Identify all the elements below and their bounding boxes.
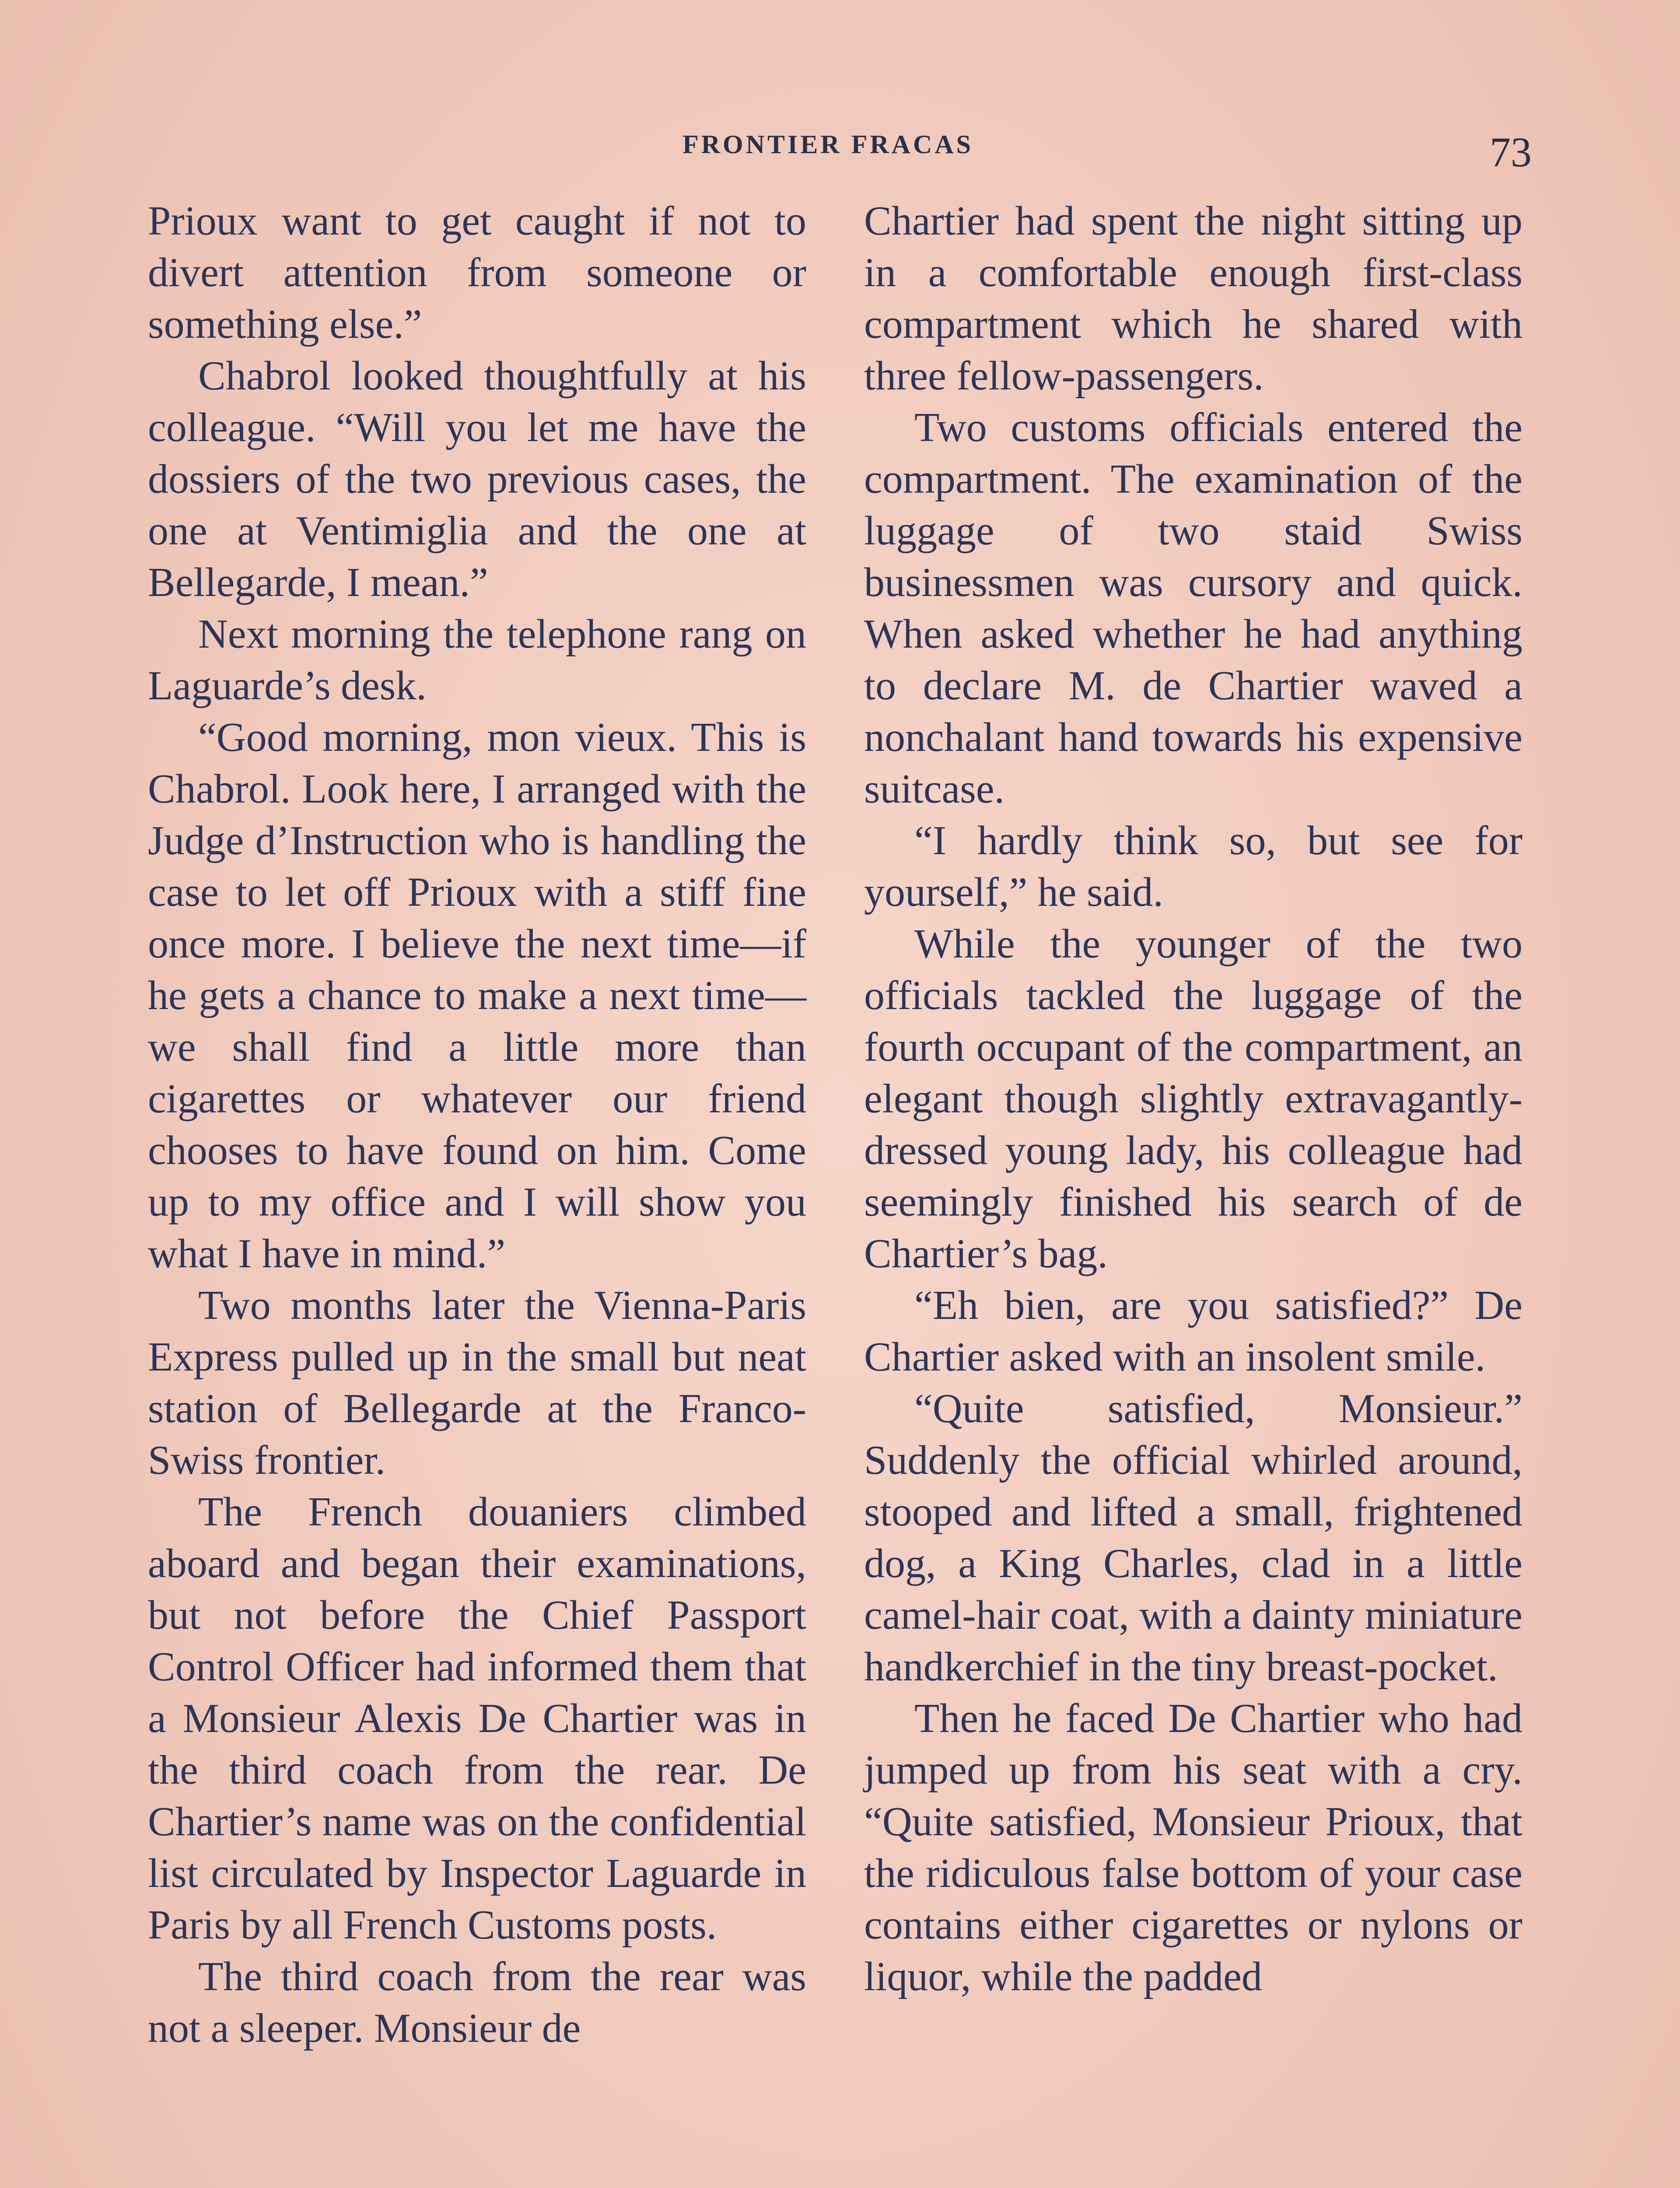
paragraph: “I hardly think so, but see for yourself,” he said. [864, 818, 1522, 915]
paragraph: Next morning the telephone rang on Laguarde’s desk. [148, 611, 806, 708]
paragraph: Two months later the Vienna-Paris Express pulled up in the small but neat station of Bellegarde at the Franco-Swiss frontier. [148, 1283, 806, 1483]
paragraph: The third coach from the rear was not a sleeper. Monsieur de [148, 1954, 806, 2051]
paragraph: Two customs officials entered the compartment. The examination of the luggage of two staid Swiss businessmen was cursory and quick. When asked whether he had anything to declare M. de Chartier waved a nonchalant hand towards his expensive suitcase. [864, 405, 1522, 812]
right-column [864, 195, 1522, 2002]
paragraph: “Good morning, mon vieux. This is Chabrol. Look here, I arranged with the Judge d’Instruction who is handling the case to let off Prioux with a stiff fine once more. I believe the next time—if he gets a chance to make a next time—we shall find a little more than cigarettes or whatever our friend chooses to have found on him. Come up to my office and I will show you what I have in mind.” [148, 715, 806, 1276]
paragraph: Prioux want to get caught if not to divert attention from someone or something else.” [148, 198, 806, 347]
paragraph: While the younger of the two officials tackled the luggage of the fourth occupant of the compartment, an elegant though slightly extravagantly-dressed young lady, his colleague had seemingly finished his search of de Chartier’s bag. [864, 921, 1522, 1276]
page-number: 73 [1490, 129, 1532, 175]
paragraph: The French douaniers climbed aboard and began their examinations, but not before the Chief Passport Control Officer had informed them that a Monsieur Alexis De Chartier was in the third coach from the rear. De Chartier’s name was on the confidential list circulated by Inspector Laguarde in Paris by all French Customs posts. [148, 1489, 806, 1948]
left-column [148, 195, 806, 2054]
paragraph: Then he faced De Chartier who had jumped up from his seat with a cry. “Quite satisfied, Monsieur Prioux, that the ridiculous false bottom of your case contains either cigarettes or nylons or liquor, while the padded [864, 1696, 1522, 1999]
paragraph: Chartier had spent the night sitting up in a comfortable enough first-class compartment which he shared with three fellow-passengers. [864, 198, 1522, 399]
running-title: FRONTIER FRACAS [682, 130, 974, 159]
paragraph: Chabrol looked thoughtfully at his colleague. “Will you let me have the dossiers of the two previous cases, the one at Ventimiglia and the one at Bellegarde, I mean.” [148, 353, 806, 605]
paragraph: “Quite satisfied, Monsieur.” Suddenly the official whirled around, stooped and lifted a small, frightened dog, a King Charles, clad in a little camel-hair coat, with a dainty miniature handkerchief in the tiny breast-pocket. [864, 1386, 1522, 1690]
paragraph: “Eh bien, are you satisfied?” De Chartier asked with an insolent smile. [864, 1283, 1522, 1380]
